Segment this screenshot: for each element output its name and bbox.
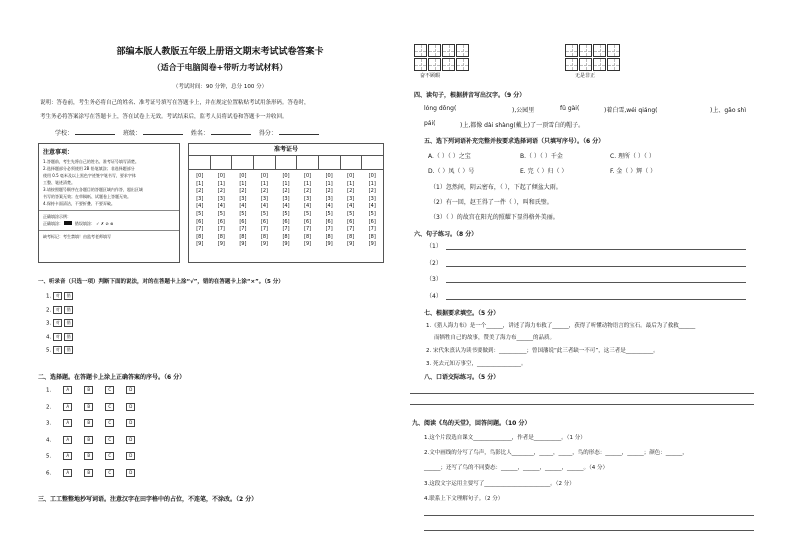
- answer-bubble[interactable]: D: [126, 452, 135, 460]
- answer-bubble[interactable]: A: [63, 469, 72, 477]
- digit-column[interactable]: [297, 173, 319, 249]
- admission-number-write-row[interactable]: [189, 156, 383, 170]
- digit-bubble[interactable]: [5]: [217, 210, 225, 217]
- page-subtitle: （适合于电脑阅卷+带听力考试材料）: [152, 63, 288, 72]
- answer-bubble[interactable]: A: [63, 452, 72, 460]
- digit-bubble[interactable]: [0]: [304, 173, 312, 179]
- s6-answer-line[interactable]: [446, 282, 746, 283]
- digit-bubble[interactable]: [7]: [239, 226, 247, 233]
- answer-bubble[interactable]: 对: [53, 333, 62, 341]
- digit-bubble[interactable]: [0]: [239, 173, 247, 179]
- s6-item-label: （4）: [426, 292, 442, 300]
- digit-bubble[interactable]: [8]: [347, 233, 355, 240]
- notice-item: 1.答题前，考生先将自己的姓名、准考证号填写清楚。: [43, 159, 139, 164]
- digit-bubble[interactable]: [4]: [304, 203, 312, 210]
- digit-bubble[interactable]: [6]: [260, 218, 269, 225]
- digit-bubble[interactable]: [9]: [282, 241, 290, 248]
- digit-bubble[interactable]: [4]: [239, 203, 247, 210]
- s5-opt-F: F. 金（ ）辉（ ）: [610, 168, 657, 175]
- school-label: 学校：: [55, 130, 74, 137]
- answer-bubble[interactable]: 对: [53, 319, 62, 327]
- s2-item: [46, 452, 135, 460]
- s1-item-number: 4.: [46, 334, 52, 340]
- answer-bubble[interactable]: 对: [53, 346, 62, 354]
- digit-bubble[interactable]: [8]: [325, 233, 333, 240]
- digit-bubble[interactable]: [3]: [217, 195, 225, 202]
- answer-bubble[interactable]: 对: [53, 292, 62, 300]
- answer-bubble[interactable]: A: [63, 386, 72, 394]
- digit-bubble[interactable]: [4]: [347, 203, 355, 210]
- s4-line1-e: )上、gāo shì: [710, 107, 747, 114]
- admission-number-title: 准考证号: [189, 144, 383, 156]
- digit-bubble[interactable]: [0]: [347, 173, 355, 179]
- digit-bubble[interactable]: [0]: [196, 173, 204, 179]
- notice-item: 使用 0.5 毫米及以上黑色字迹签字笔书写，要求字体: [43, 173, 136, 178]
- notice-box: [38, 143, 180, 263]
- digit-bubble[interactable]: [8]: [217, 233, 225, 240]
- s9-question-4: 4.联系上下文理解句子。（2 分）: [424, 496, 504, 502]
- digit-bubble[interactable]: [3]: [282, 195, 290, 202]
- digit-bubble[interactable]: [9]: [325, 241, 333, 248]
- digit-bubble[interactable]: [0]: [260, 173, 269, 179]
- s5-question-1: （1）忽然间，阴云密布，（ ），下起了倾盆大雨。: [430, 184, 562, 191]
- digit-bubble[interactable]: [5]: [368, 210, 376, 217]
- digit-bubble[interactable]: [1]: [239, 180, 247, 187]
- school-field[interactable]: [75, 134, 115, 135]
- s1-item-number: 3.: [46, 320, 52, 327]
- tian-grid-cell[interactable]: [593, 44, 606, 57]
- instructions-line-2: 考生务必将答案涂写在答题卡上，答在试卷上无效。考试结束后，监考人员将试卷和答题卡一并收回。: [40, 114, 288, 120]
- s9-question-2a: 2.文中画线的分写了鸟声，鸟影比人________，_____，_____，鸟的形态：______，______；颜色：______，: [424, 450, 688, 456]
- digit-bubble[interactable]: [6]: [196, 218, 204, 225]
- digit-bubble[interactable]: [5]: [347, 210, 355, 217]
- absent-mark-note: 缺考标记：考生禁填！由监考老师填写: [43, 234, 111, 239]
- answer-bubble[interactable]: B: [84, 436, 93, 444]
- digit-bubble[interactable]: [6]: [368, 218, 376, 225]
- s1-item-number: 1.: [46, 293, 52, 300]
- digit-bubble[interactable]: [8]: [282, 233, 290, 240]
- section-2-title: 二、选择题。在答题卡上涂上正确答案的序号。（6 分）: [38, 374, 186, 381]
- tian-grid-cell[interactable]: [593, 58, 606, 71]
- tian-grid-cell[interactable]: [442, 44, 455, 57]
- tian-grid-cell[interactable]: [456, 58, 469, 71]
- s2-item-number: 4.: [46, 437, 52, 443]
- digit-bubble[interactable]: [9]: [260, 241, 269, 248]
- s5-opt-B: B.（ ）（ ）千金: [520, 153, 563, 160]
- digit-bubble[interactable]: [8]: [304, 233, 312, 240]
- s1-item-number: 5.: [46, 347, 52, 354]
- digit-bubble[interactable]: [4]: [282, 203, 290, 210]
- correct-fill-label: 正确填涂：: [43, 221, 63, 226]
- answer-bubble[interactable]: A: [63, 403, 72, 411]
- answer-bubble[interactable]: C: [105, 419, 114, 427]
- section-8-title: 八、口语交际练习。（5 分）: [424, 374, 500, 381]
- s5-question-3: （3）（ ）的故宫在阳光的照耀下显得格外美丽。: [430, 214, 559, 221]
- digit-bubble[interactable]: [5]: [282, 210, 290, 217]
- s2-item-number: 2.: [46, 404, 52, 410]
- s9-question-1: 1.这个片段选自课文______________，作者是__________。（1 分）: [424, 435, 586, 441]
- digit-bubble[interactable]: [3]: [260, 195, 269, 202]
- digit-bubble[interactable]: [3]: [325, 195, 333, 202]
- digit-bubble[interactable]: [2]: [304, 188, 312, 195]
- digit-bubble[interactable]: [9]: [368, 241, 376, 248]
- s1-item: [46, 319, 73, 327]
- digit-bubble[interactable]: [6]: [325, 218, 333, 225]
- digit-bubble[interactable]: [7]: [325, 226, 333, 233]
- answer-bubble[interactable]: 错: [64, 333, 73, 341]
- answer-bubble[interactable]: B: [84, 452, 93, 460]
- notice-item: 书写的答案无效；在草稿纸、试题卷上答题无效。: [43, 194, 131, 199]
- answer-bubble[interactable]: A: [63, 436, 72, 444]
- notice-item: 2.选择题部分必须使用 2B 铅笔填涂；非选择题部分: [43, 166, 135, 171]
- digit-bubble[interactable]: [7]: [368, 226, 376, 233]
- digit-column[interactable]: [189, 173, 211, 249]
- answer-bubble[interactable]: B: [84, 419, 93, 427]
- tian-grid-cell[interactable]: [579, 44, 592, 57]
- digit-column[interactable]: [318, 173, 340, 249]
- s9-answer-line[interactable]: [424, 515, 754, 516]
- digit-bubble[interactable]: [2]: [282, 188, 290, 195]
- answer-bubble[interactable]: 对: [53, 306, 62, 314]
- time-note: （考试时间：90 分钟，总分 100 分）: [172, 84, 268, 90]
- class-label: 班级：: [122, 130, 141, 137]
- score-label: 得分：: [258, 130, 277, 137]
- s6-answer-line[interactable]: [446, 266, 746, 267]
- s8-answer-line[interactable]: [410, 393, 754, 394]
- answer-bubble[interactable]: D: [126, 436, 135, 444]
- digit-bubble[interactable]: [6]: [239, 218, 247, 225]
- digit-bubble[interactable]: [1]: [347, 180, 355, 187]
- s1-item: [46, 346, 73, 354]
- digit-bubble[interactable]: [9]: [239, 241, 247, 248]
- s4-line1-b: ),公园里: [512, 107, 535, 114]
- digit-bubble[interactable]: [5]: [239, 210, 247, 217]
- notice-title: 注意事项：: [43, 149, 74, 156]
- digit-bubble[interactable]: [1]: [325, 180, 333, 187]
- tian-grid-cell[interactable]: [565, 58, 578, 71]
- s2-item-number: 5.: [46, 453, 52, 460]
- wrong-fill-label: 错误填涂：: [74, 221, 95, 226]
- digit-bubble[interactable]: [4]: [196, 203, 204, 210]
- tian-grid-cell[interactable]: [607, 44, 620, 57]
- section-9-title: 九、阅读《鸟的天堂》，回答问题。（10 分）: [412, 420, 531, 427]
- digit-bubble[interactable]: [6]: [282, 218, 290, 225]
- digit-bubble[interactable]: [5]: [304, 210, 312, 217]
- grid-caption-2: 无是非正: [575, 73, 596, 79]
- digit-column[interactable]: [254, 173, 276, 249]
- s7-question-1a: 1.《猎人海力布》是一个______，讲述了海力布救了______，获得了听懂动物语言的宝石。最后为了救救______: [426, 323, 696, 329]
- tian-grid-cell[interactable]: [607, 58, 620, 71]
- digit-column[interactable]: [340, 173, 362, 249]
- digit-bubble[interactable]: [7]: [217, 226, 225, 233]
- digit-bubble[interactable]: [1]: [368, 180, 376, 187]
- s2-item-number: 1.: [46, 387, 52, 394]
- digit-bubble[interactable]: [3]: [347, 195, 355, 202]
- admission-number-box: [188, 143, 384, 263]
- s2-item: [46, 386, 135, 394]
- digit-bubble[interactable]: [4]: [260, 203, 269, 210]
- answer-bubble[interactable]: 错: [64, 346, 73, 354]
- digit-bubble[interactable]: [5]: [260, 210, 269, 217]
- tian-grid-cell[interactable]: [428, 44, 441, 57]
- answer-bubble[interactable]: 错: [64, 292, 73, 300]
- digit-bubble[interactable]: [2]: [239, 188, 247, 195]
- digit-bubble[interactable]: [5]: [325, 210, 333, 217]
- s1-item: [46, 292, 73, 300]
- name-label: 姓名：: [190, 130, 209, 137]
- s6-item-label: （2）: [426, 259, 442, 267]
- section-3-title: 三、工工整整地抄写词语。注意汉字在田字格中的占位，不连笔，不涂改。（2 分）: [38, 496, 258, 503]
- digit-bubble[interactable]: [8]: [196, 233, 204, 240]
- answer-bubble[interactable]: B: [84, 469, 93, 477]
- s9-question-2b: ______；还写了鸟的不同姿态：______，______，______，______。（4 分）: [424, 465, 608, 471]
- digit-bubble[interactable]: [2]: [347, 188, 355, 195]
- s4-line1-a: lóng dōng(: [424, 105, 457, 112]
- notice-item: 4.保持卡面清洁，不要折叠、不要弄破。: [43, 201, 115, 206]
- tian-grid-cell[interactable]: [565, 44, 578, 57]
- digit-column[interactable]: [362, 173, 384, 249]
- s6-answer-line[interactable]: [446, 299, 746, 300]
- s5-opt-E: E. 完（ ）归（ ）: [520, 168, 568, 175]
- digit-bubble[interactable]: [1]: [282, 180, 290, 187]
- digit-bubble[interactable]: [2]: [217, 188, 225, 195]
- s4-line1-d: )着白雪,wéi qiáng(: [604, 107, 658, 114]
- answer-bubble[interactable]: D: [126, 469, 135, 477]
- s5-opt-C: C. 理所（ ）（ ）: [610, 153, 655, 160]
- digit-bubble[interactable]: [9]: [304, 241, 312, 248]
- digit-bubble[interactable]: [1]: [304, 180, 312, 187]
- digit-bubble[interactable]: [6]: [217, 218, 225, 225]
- digit-bubble[interactable]: [7]: [347, 226, 355, 233]
- digit-column[interactable]: [275, 173, 297, 249]
- digit-bubble[interactable]: [2]: [260, 188, 269, 195]
- s4-line1-c: fǔ gài(: [560, 105, 580, 112]
- digit-bubble[interactable]: [6]: [347, 218, 355, 225]
- answer-bubble[interactable]: C: [105, 452, 114, 460]
- s9-answer-line[interactable]: [424, 530, 754, 531]
- s2-item-number: 3.: [46, 420, 52, 427]
- s7-question-3: 3. 死去元知万事空，________________。: [426, 361, 527, 367]
- digit-bubble[interactable]: [7]: [196, 226, 204, 233]
- section-6-title: 六、句子练习。（8 分）: [414, 231, 478, 238]
- s5-question-2: （2）有一回，赵王得了一件（ ），叫和氏璧。: [430, 199, 553, 206]
- s5-opt-D: D.（ ）凤（ ）号: [428, 168, 475, 175]
- answer-bubble[interactable]: 错: [64, 319, 73, 327]
- digit-bubble[interactable]: [6]: [304, 218, 312, 225]
- filled-mark-icon: [64, 221, 72, 225]
- digit-bubble[interactable]: [0]: [282, 173, 290, 179]
- digit-bubble[interactable]: [0]: [368, 173, 376, 179]
- score-field[interactable]: [279, 134, 319, 135]
- s2-item: [46, 469, 135, 477]
- digit-bubble[interactable]: [4]: [368, 203, 376, 210]
- section-7-title: 七、根据要求填空。（5 分）: [424, 310, 500, 317]
- digit-bubble[interactable]: [1]: [260, 180, 269, 187]
- answer-bubble[interactable]: C: [105, 469, 114, 477]
- name-field[interactable]: [211, 134, 251, 135]
- digit-bubble[interactable]: [2]: [325, 188, 333, 195]
- s4-line2-a: pái(: [424, 120, 436, 127]
- s7-question-1b: 而牺牲自己的故事，赞美了海力布______的品质。: [434, 335, 556, 341]
- section-4-title: 四、读句子，根据拼音写出汉字。（9 分）: [414, 92, 526, 99]
- tian-grid-cell[interactable]: [442, 58, 455, 71]
- s6-answer-line[interactable]: [446, 249, 746, 250]
- digit-bubble[interactable]: [0]: [217, 173, 225, 179]
- digit-bubble[interactable]: [4]: [325, 203, 333, 210]
- digit-bubble[interactable]: [9]: [347, 241, 355, 248]
- digit-bubble[interactable]: [9]: [217, 241, 225, 248]
- answer-bubble[interactable]: D: [126, 419, 135, 427]
- notice-item: 3.请按照题号顺序在各题目的答题区域内作答，超出区域: [43, 187, 143, 192]
- s2-item: [46, 419, 135, 427]
- admission-digit-columns[interactable]: [189, 170, 383, 249]
- s2-item: [46, 436, 135, 444]
- s2-item: [46, 403, 135, 411]
- digit-bubble[interactable]: [5]: [196, 210, 204, 217]
- digit-bubble[interactable]: [4]: [217, 203, 225, 210]
- s2-item-number: 6.: [46, 470, 52, 476]
- digit-bubble[interactable]: [3]: [368, 195, 376, 202]
- tian-grid-cell[interactable]: [456, 44, 469, 57]
- digit-bubble[interactable]: [8]: [260, 233, 269, 240]
- digit-column[interactable]: [232, 173, 254, 249]
- instructions-line-1: 说明：答卷前，考生务必将自己的姓名、准考证号填写在答题卡上，并在规定位置粘贴考试用条形码。答卷时，: [40, 100, 310, 106]
- s6-item-label: （3）: [426, 276, 442, 283]
- digit-bubble[interactable]: [1]: [217, 180, 225, 187]
- tian-grid-cell[interactable]: [414, 44, 427, 57]
- tian-grid-cell[interactable]: [414, 58, 427, 71]
- notice-item: 工整、笔迹清楚。: [43, 180, 75, 185]
- digit-bubble[interactable]: [8]: [239, 233, 247, 240]
- tian-grid-cell[interactable]: [428, 58, 441, 71]
- digit-bubble[interactable]: [2]: [196, 188, 204, 195]
- s7-question-2: 2. 宋代朱熹认为读书要做到：__________；曾国藩说“此三者缺一不可”，这三者是__________。: [426, 348, 659, 354]
- digit-bubble[interactable]: [2]: [368, 188, 376, 195]
- grid-caption-1: 奋不顾暇: [420, 73, 441, 79]
- student-fields: [55, 128, 325, 137]
- section-1-title: 一、听录音（只选一项）判断下面的说法，对的在答题卡上涂“√”，错的在答题卡上涂“×”。（5 分）: [38, 279, 284, 285]
- page-title: 部编本版人教版五年级上册语文期末考试试卷答案卡: [116, 47, 324, 57]
- digit-bubble[interactable]: [8]: [368, 233, 376, 240]
- digit-bubble[interactable]: [7]: [282, 226, 290, 233]
- s1-item: [46, 306, 73, 314]
- digit-bubble[interactable]: [3]: [196, 195, 204, 202]
- answer-bubble[interactable]: B: [84, 403, 93, 411]
- section-5-title: 五、选下列词语补充完整并按要求选择词语（只填写序号）。（6 分）: [424, 138, 605, 145]
- answer-bubble[interactable]: D: [126, 386, 135, 394]
- answer-bubble[interactable]: D: [126, 403, 135, 411]
- answer-bubble[interactable]: C: [105, 436, 114, 444]
- s6-item-label: （1）: [426, 243, 442, 250]
- class-field[interactable]: [143, 134, 183, 135]
- digit-bubble[interactable]: [7]: [304, 226, 312, 233]
- s5-opt-A: A.（ ）（ ）之宝: [428, 153, 471, 160]
- digit-bubble[interactable]: [0]: [325, 173, 333, 179]
- digit-bubble[interactable]: [9]: [196, 241, 204, 248]
- fill-example-title: 正确填涂示例：: [43, 214, 71, 219]
- answer-bubble[interactable]: B: [84, 386, 93, 394]
- s4-line2-b: )上,都像 dài shàng(戴上)了一顶雪白的帽子。: [460, 122, 585, 129]
- s8-answer-line[interactable]: [410, 404, 754, 405]
- digit-bubble[interactable]: [1]: [196, 180, 204, 187]
- s1-item: [46, 333, 73, 341]
- s9-question-3: 3.这段文字运用主要写了________________________。（2 分）: [424, 481, 575, 487]
- digit-bubble[interactable]: [3]: [304, 195, 312, 202]
- digit-column[interactable]: [211, 173, 233, 249]
- wrong-marks: ✓ ✗ ⊘ ⊗: [96, 221, 114, 226]
- fill-example-row: [43, 221, 175, 227]
- digit-bubble[interactable]: [3]: [239, 195, 247, 202]
- answer-bubble[interactable]: C: [105, 403, 114, 411]
- answer-bubble[interactable]: 错: [64, 306, 73, 314]
- answer-bubble[interactable]: C: [105, 386, 114, 394]
- answer-bubble[interactable]: A: [63, 419, 72, 427]
- digit-bubble[interactable]: [7]: [260, 226, 269, 233]
- s1-item-number: 2.: [46, 307, 52, 313]
- tian-grid-cell[interactable]: [579, 58, 592, 71]
